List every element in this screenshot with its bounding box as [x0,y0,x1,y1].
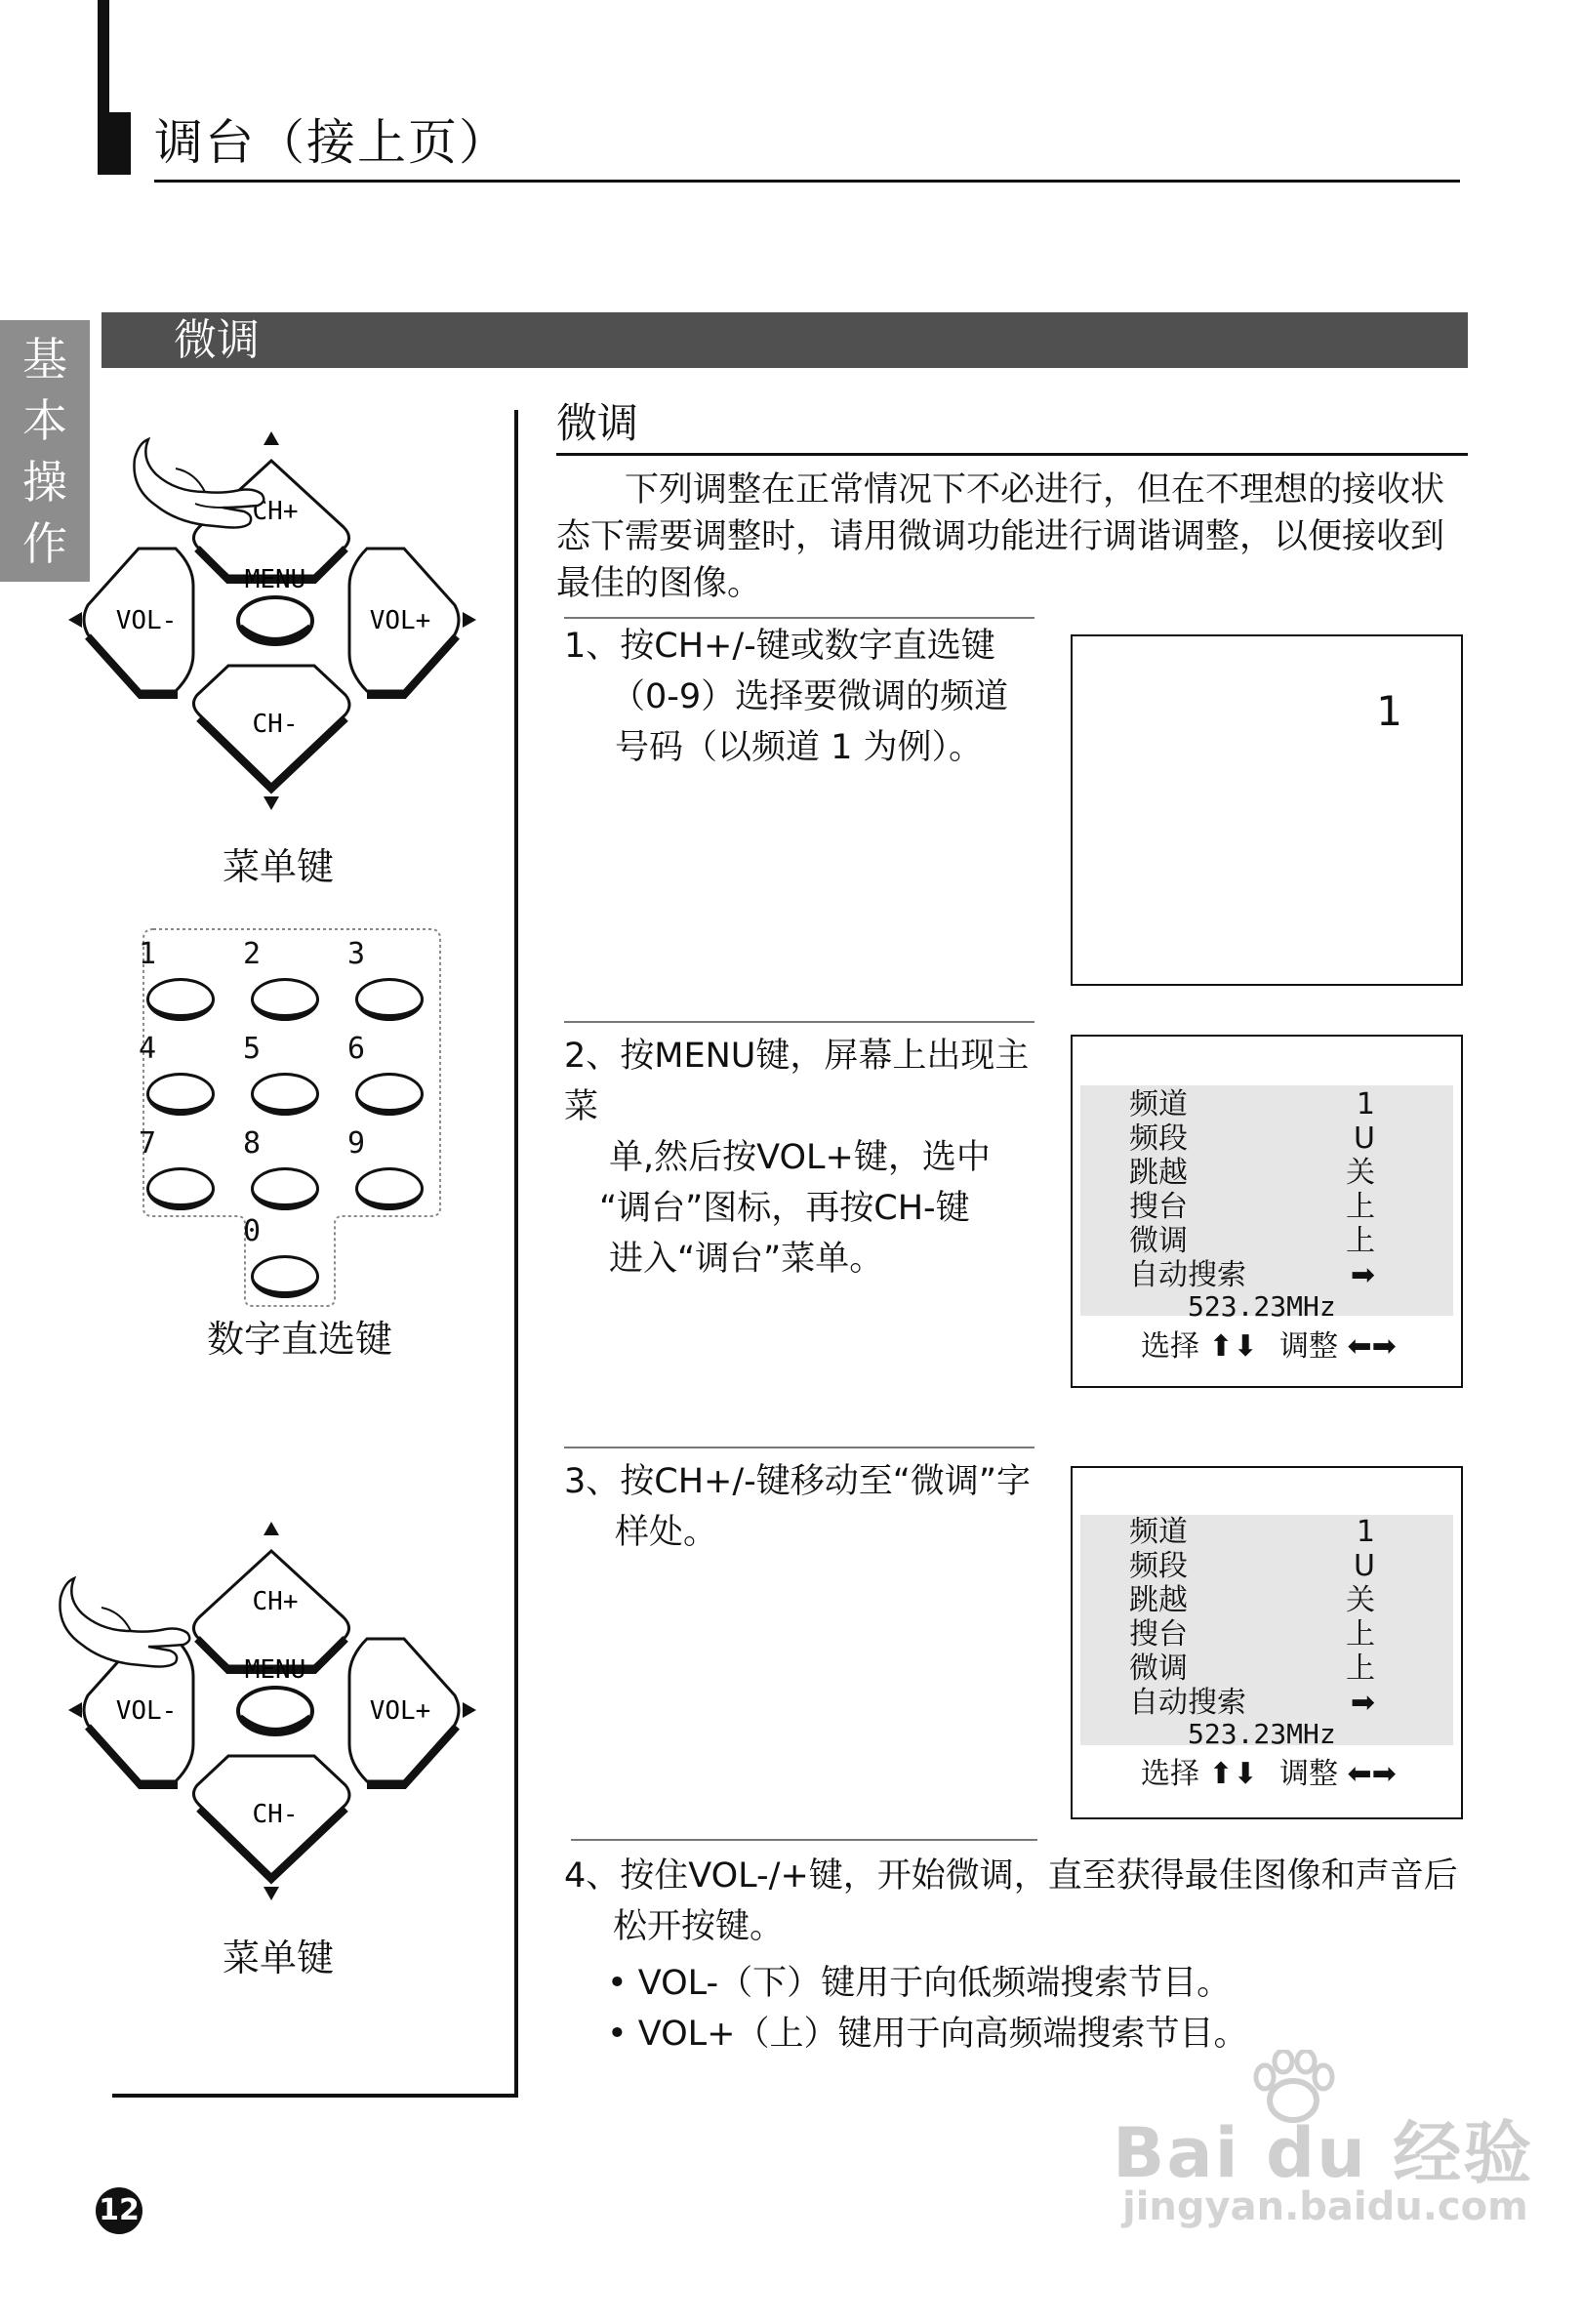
digit-key-9[interactable] [347,1126,431,1214]
digit-key-label: 7 [139,1126,157,1161]
digit-key-cap [251,1073,319,1116]
osd-row-label: 微调 [1129,1224,1188,1258]
ch-minus-label: CH- [252,710,299,739]
digit-key-3[interactable] [347,937,431,1025]
column-divider [514,410,518,2097]
menu-key[interactable] [238,565,312,644]
step-4-line: 松开按键。 [613,1907,785,1946]
page-title: 调台（接上页） [154,114,509,171]
left-arrow-icon [68,1702,82,1718]
vol-plus-label: VOL+ [369,606,431,635]
ch-plus-key[interactable] [193,1551,348,1670]
osd-row-value: 关 [1346,1583,1375,1617]
digit-key-5[interactable] [243,1032,327,1120]
side-tab-char: 操 [22,455,67,509]
digit-key-label: 2 [243,937,262,971]
down-arrow-icon [264,1887,279,1900]
subsection-heading: 微调 [556,399,639,447]
osd-row-label: 自动搜索 [1129,1258,1246,1292]
step-2 [564,1031,1042,1284]
osd-row [1129,1156,1375,1191]
left-arrow-icon [68,612,82,628]
digit-key-7[interactable] [139,1126,223,1214]
vol-plus-key[interactable] [349,1639,459,1785]
osd-row-label: 频段 [1129,1121,1188,1156]
digit-key-label: 9 [347,1126,366,1161]
step-rule [571,1839,1037,1841]
osd-row-label: 微调 [1129,1651,1188,1686]
osd-row [1129,1087,1375,1122]
bottom-rule [112,2094,518,2098]
digit-key-cap [355,978,424,1021]
step-rule [564,1447,1034,1448]
digit-key-cap [251,1255,319,1298]
step-4-bullet: • VOL-（下）键用于向低频端搜索节目。 [607,1964,1232,2003]
page-number: 12 [96,2187,142,2234]
osd-row-value: ➡ [1350,1258,1375,1292]
osd-row-value: 上 [1346,1190,1375,1224]
up-arrow-icon [264,1522,279,1535]
side-tab-char: 本 [22,393,67,447]
watermark-url: jingyan.baidu.com [1122,2184,1528,2229]
section-bar: 微调 [101,312,1468,368]
caption-menu-key-2: 菜单键 [223,1937,335,1979]
vol-minus-label: VOL- [115,606,178,635]
osd-row [1129,1258,1375,1293]
caption-menu-key-1: 菜单键 [223,845,335,888]
osd-row-label: 搜台 [1129,1190,1188,1224]
watermark-brand: Bai du 经验 [1113,2113,1534,2193]
step-3-line: 样处。 [615,1513,718,1552]
osd-row-value: U [1354,1549,1375,1583]
osd-row-label: 跳越 [1129,1583,1188,1617]
digit-key-4[interactable] [139,1032,223,1120]
step-2-line: 进入“调台”菜单。 [609,1240,884,1279]
step-4-line: 4、按住VOL-/+键，开始微调，直至获得最佳图像和声音后 [564,1856,1458,1896]
osd-hint-adjust: 调整 ⬅➡ [1279,1757,1397,1791]
osd-hint-select: 选择 ⬆⬇ [1141,1757,1258,1791]
ch-minus-key[interactable] [193,666,349,789]
subsection-rule [556,453,1468,456]
down-arrow-icon [264,796,279,810]
osd-row-value: 关 [1346,1156,1375,1190]
digit-key-label: 4 [139,1032,157,1066]
digit-key-label: 8 [243,1126,262,1161]
step-2-line: “调台”图标，再按CH-键 [599,1189,970,1228]
pointing-hand-icon [134,439,264,528]
osd-menu-2 [1071,1466,1463,1819]
remote-direction-pad-2 [59,1500,488,1920]
pointing-hand-icon [60,1578,189,1667]
step-rule [564,617,1034,619]
right-arrow-icon [463,612,476,628]
caption-digit-keys: 数字直选键 [207,1318,393,1361]
osd-row-label: 频段 [1129,1549,1188,1583]
digit-key-cap [251,1167,319,1210]
digit-key-cap [355,1073,424,1116]
osd-row-value: 上 [1346,1651,1375,1686]
side-tab-char: 作 [22,516,67,570]
step-1-line: 号码（以频道 1 为例）。 [615,728,984,767]
osd-row [1129,1224,1375,1259]
digit-key-cap [146,1073,215,1116]
osd-row [1129,1651,1375,1687]
osd-row-label: 搜台 [1129,1617,1188,1651]
digit-key-label: 0 [243,1214,262,1248]
digit-key-1[interactable] [139,937,223,1025]
step-1-line: （0-9）选择要微调的频道 [611,677,1009,716]
osd-row [1129,1617,1375,1652]
digit-key-label: 6 [347,1032,366,1066]
ch-plus-label: CH+ [252,497,299,526]
vol-minus-key[interactable] [84,549,193,695]
menu-label: MENU [244,1655,306,1685]
step-3-line: 3、按CH+/-键移动至“微调”字 [564,1462,1032,1501]
menu-label: MENU [244,565,306,594]
digit-key-cap [146,1167,215,1210]
header-rule [154,180,1460,183]
digit-key-cap [251,978,319,1021]
osd-row-value: 1 [1356,1515,1375,1549]
ch-minus-label: CH- [252,1800,299,1829]
right-arrow-icon [463,1702,476,1718]
osd-row-value: U [1354,1121,1375,1156]
digit-key-cap [146,978,215,1021]
osd-row [1129,1549,1375,1584]
osd-frequency: 523.23MHz [1188,1290,1336,1323]
osd-hint-adjust: 调整 ⬅➡ [1279,1329,1397,1364]
osd-row-value: 1 [1356,1087,1375,1121]
intro-paragraph: 下列调整在正常情况下不必进行，但在不理想的接收状态下需要调整时，请用微调功能进行调谐调整，以便接收到最佳的图像。 [556,470,1445,603]
menu-key[interactable] [238,1655,312,1734]
osd-hint-select: 选择 ⬆⬇ [1141,1329,1258,1364]
osd-row [1129,1583,1375,1618]
osd-row-label: 跳越 [1129,1156,1188,1190]
osd-row-value: 上 [1346,1224,1375,1258]
osd-menu-1 [1071,1035,1463,1388]
osd-row [1129,1686,1375,1721]
channel-number: 1 [1376,687,1402,735]
step-3 [564,1456,1052,1558]
osd-row-label: 频道 [1129,1515,1188,1549]
osd-row-value: ➡ [1350,1686,1375,1720]
digit-key-label: 1 [139,937,157,971]
header-block-marker [98,112,131,175]
up-arrow-icon [264,431,279,445]
step-2-line: 2、按MENU键，屏幕上出现主菜 [564,1037,1030,1126]
digit-key-6[interactable] [347,1032,431,1120]
osd-row-label: 自动搜索 [1129,1686,1246,1720]
ch-minus-key[interactable] [193,1756,349,1879]
digit-key-0[interactable] [243,1214,327,1302]
ch-plus-label: CH+ [252,1587,299,1616]
remote-direction-pad-1 [59,410,488,830]
step-2-line: 单,然后按VOL+键，选中 [609,1138,991,1177]
digit-key-2[interactable] [243,937,327,1025]
tv-screen-channel [1071,634,1463,986]
osd-row [1129,1515,1375,1550]
osd-row-value: 上 [1346,1617,1375,1651]
vol-minus-label: VOL- [115,1696,178,1726]
step-4-bullet: • VOL+（上）键用于向高频端搜索节目。 [607,2015,1248,2054]
step-1 [564,621,1033,773]
digit-key-cap [355,1167,424,1210]
step-4 [564,1851,1472,1952]
step-1-line: 1、按CH+/-键或数字直选键 [564,627,995,666]
osd-frequency: 523.23MHz [1188,1718,1336,1750]
vol-plus-label: VOL+ [369,1696,431,1726]
osd-row-label: 频道 [1129,1087,1188,1121]
osd-row [1129,1190,1375,1225]
digit-key-label: 3 [347,937,366,971]
side-tab-char: 基 [22,332,67,386]
vol-plus-key[interactable] [349,549,459,695]
digit-key-8[interactable] [243,1126,327,1214]
osd-row [1129,1121,1375,1157]
step-rule [564,1021,1034,1023]
digit-key-label: 5 [243,1032,262,1066]
